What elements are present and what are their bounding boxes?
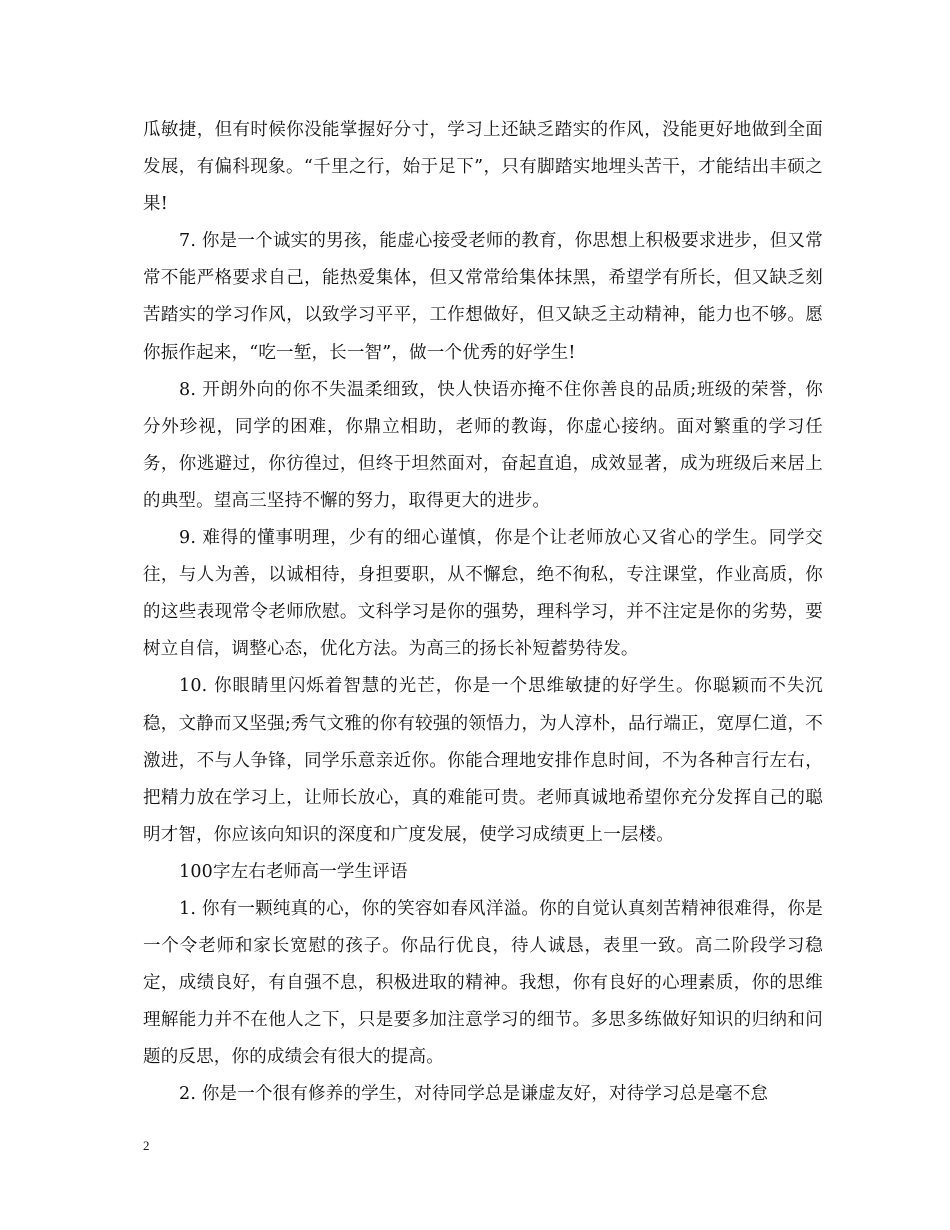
page-number: 2 xyxy=(143,1138,150,1153)
paragraph-continuation: 瓜敏捷，但有时候你没能掌握好分寸，学习上还缺乏踏实的作风，没能更好地做到全面发展，有偏科现象。“千里之行，始于足下”，只有脚踏实地埋头苦干，才能结出丰硕之果! xyxy=(143,120,823,215)
section-heading: 100字左右老师高一学生评语 xyxy=(179,861,408,882)
paragraph-item-9: 9. 难得的懂事明理，少有的细心谨慎，你是个让老师放心又省心的学生。同学交往，与人为善，以诚相待，身担要职，从不懈怠，绝不徇私，专注课堂，作业高质，你的这些表现常令老师欣慰。文科学习是你的强势，理科学习，并不注定是你的劣势，要树立自信，调整心态，优化方法。为高三的扬长补短蓄势待发。 xyxy=(143,528,823,660)
paragraph-item-8: 8. 开朗外向的你不失温柔细致，快人快语亦掩不住你善良的品质;班级的荣誉，你分外珍视，同学的困难，你鼎立相助，老师的教诲，你虚心接纳。面对繁重的学习任务，你逃避过，你彷徨过，但终于坦然面对，奋起直追，成效显著，成为班级后来居上的典型。望高三坚持不懈的努力，取得更大的进步。 xyxy=(143,379,823,511)
paragraph-item-10: 10. 你眼睛里闪烁着智慧的光芒，你是一个思维敏捷的好学生。你聪颖而不失沉稳，文静而又坚强;秀气文雅的你有较强的领悟力，为人淳朴，品行端正，宽厚仁道，不激进，不与人争锋，同学乐意亲近你。你能合理地安排作息时间，不为各种言行左右，把精力放在学习上，让师长放心，真的难能可贵。老师真诚地希望你充分发挥自己的聪明才智，你应该向知识的深度和广度发展，使学习成绩更上一层楼。 xyxy=(143,676,823,845)
paragraph-item-7: 7. 你是一个诚实的男孩，能虚心接受老师的教育，你思想上积极要求进步，但又常常不能严格要求自己，能热爱集体，但又常常给集体抹黑，希望学有所长，但又缺乏刻苦踏实的学习作风，以致学习平平，工作想做好，但又缺乏主动精神，能力也不够。愿你振作起来，“吃一堑，长一智”，做一个优秀的好学生! xyxy=(143,231,823,363)
paragraph-item-2: 2. 你是一个很有修养的学生，对待同学总是谦虚友好，对待学习总是毫不怠 xyxy=(179,1084,769,1105)
paragraph-item-1: 1. 你有一颗纯真的心，你的笑容如春风洋溢。你的自觉认真刻苦精神很难得，你是一个令老师和家长宽慰的孩子。你品行优良，待人诚恳，表里一致。高二阶段学习稳定，成绩良好，有自强不息，积极进取的精神。我想，你有良好的心理素质，你的思维理解能力并不在他人之下，只是要多加注意学习的细节。多思多练做好知识的归纳和问题的反思，你的成绩会有很大的提高。 xyxy=(143,898,823,1068)
body-text xyxy=(143,112,823,1114)
